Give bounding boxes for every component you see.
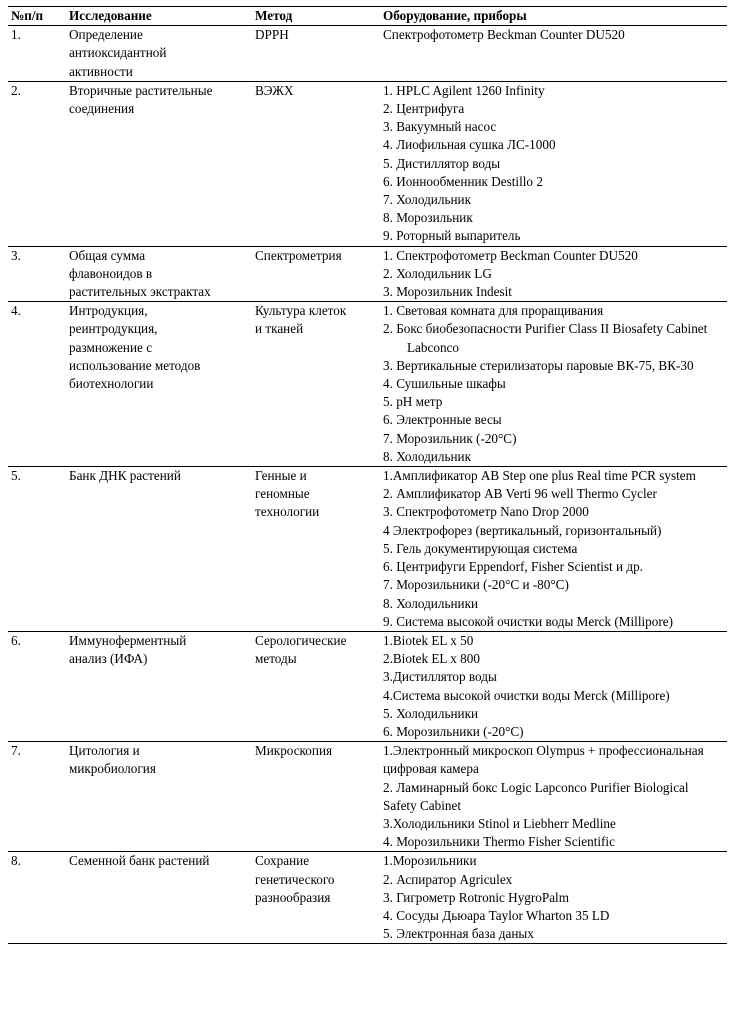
method-line: Микроскопия: [255, 743, 333, 759]
study-line: Банк ДНК растений: [69, 468, 181, 484]
equipment-item: 2. Аспиратор Agriculex: [383, 871, 513, 887]
table-header-row: [8, 7, 727, 26]
equipment-item: 1. HPLC Agilent 1260 Infinity: [383, 82, 545, 98]
equipment-item: 1.Морозильники: [383, 853, 477, 869]
equipment-item: 4 Электрофорез (вертикальный, горизонтальный): [383, 522, 662, 538]
study-line: растительных экстрактах: [69, 284, 211, 300]
study-line: активности: [69, 63, 133, 79]
equipment-item: 8. Морозильник: [383, 210, 473, 226]
equipment-item: 4.Система высокой очистки воды Merck (Millipore): [383, 687, 670, 703]
row-number: 8.: [8, 852, 66, 944]
equipment-item: 2. Амплификатор AB Verti 96 well Thermo Cycler: [383, 486, 657, 502]
study-line: реинтродукция,: [69, 321, 158, 337]
study-line: Вторичные растительные: [69, 82, 213, 98]
equipment-item: 6. Ионнообменник Destillo 2: [383, 173, 543, 189]
method-line: DPPH: [255, 27, 289, 43]
equipment-table: [8, 6, 727, 944]
equipment-item: 5. Холодильники: [383, 705, 479, 721]
method-line: ВЭЖХ: [255, 82, 294, 98]
equipment-cell: [380, 467, 727, 632]
equipment-item: 6. Центрифуги Eppendorf, Fisher Scientist и др.: [383, 559, 643, 575]
row-number: 3.: [8, 246, 66, 302]
equipment-item: 2. Ламинарный бокс Logic Lapconco Purifier Biological Safety Cabinet: [383, 779, 689, 813]
row-number: 6.: [8, 631, 66, 741]
equipment-item: 5. Электронная база даных: [383, 926, 534, 942]
study-line: Семенной банк растений: [69, 853, 210, 869]
study-line: антиоксидантной: [69, 45, 167, 61]
table-row: [8, 742, 727, 852]
header-num: №п/п: [8, 7, 66, 26]
row-number: 7.: [8, 742, 66, 852]
equipment-item: 1. Световая комната для проращивания: [383, 303, 604, 319]
row-number: 4.: [8, 302, 66, 467]
study-line: Определение: [69, 27, 143, 43]
equipment-item: 3.Дистиллятор воды: [383, 669, 497, 685]
equipment-item: 5. pH метр: [383, 394, 443, 410]
equipment-item: 2. Центрифуга: [383, 101, 465, 117]
equipment-item: 3. Вакуумный насос: [383, 119, 497, 135]
equipment-cell: [380, 631, 727, 741]
equipment-item: 9. Роторный выпаритель: [383, 228, 521, 244]
equipment-item: 1.Biotek EL x 50: [383, 632, 474, 648]
method-line: технологии: [255, 504, 320, 520]
method-line: генетического: [255, 871, 335, 887]
equipment-item: 3. Морозильник Indesit: [383, 284, 512, 300]
method-line: Сохрание: [255, 853, 310, 869]
equipment-item: 5. Дистиллятор воды: [383, 155, 501, 171]
study-cell: [66, 467, 252, 632]
study-cell: [66, 742, 252, 852]
equipment-item: 2.Biotek EL x 800: [383, 651, 480, 667]
method-cell: [252, 852, 380, 944]
equipment-item: 8. Холодильники: [383, 595, 479, 611]
equipment-item: 4. Лиофильная сушка ЛС-1000: [383, 137, 556, 153]
method-cell: [252, 742, 380, 852]
study-cell: [66, 852, 252, 944]
study-line: микробиология: [69, 761, 156, 777]
method-line: Серологические: [255, 632, 347, 648]
method-line: методы: [255, 651, 297, 667]
study-cell: [66, 631, 252, 741]
table-row: [8, 852, 727, 944]
equipment-item: 1.Электронный микроскоп Olympus + профессиональная цифровая камера: [383, 743, 704, 777]
method-cell: [252, 631, 380, 741]
equipment-cell: [380, 742, 727, 852]
equipment-item: 3. Вертикальные стерилизаторы паровые ВК-75, ВК-30: [383, 357, 694, 373]
table-row: [8, 26, 727, 82]
table-row: [8, 302, 727, 467]
method-line: и тканей: [255, 321, 304, 337]
equipment-item: Спектрофотометр Beckman Counter DU520: [383, 27, 625, 43]
study-line: Общая сумма: [69, 247, 146, 263]
table-row: [8, 467, 727, 632]
row-number: 5.: [8, 467, 66, 632]
study-line: Цитология и: [69, 743, 140, 759]
study-cell: [66, 302, 252, 467]
study-cell: [66, 26, 252, 82]
equipment-item: 7. Холодильник: [383, 192, 471, 208]
row-number: 2.: [8, 81, 66, 246]
study-line: соединения: [69, 101, 135, 117]
method-line: геномные: [255, 486, 310, 502]
table-row: [8, 246, 727, 302]
equipment-item: 5. Гель документирующая система: [383, 540, 578, 556]
study-line: Иммуноферментный: [69, 632, 187, 648]
equipment-item: 7. Морозильник (-20°С): [383, 430, 517, 446]
row-number: 1.: [8, 26, 66, 82]
study-cell: [66, 246, 252, 302]
equipment-item: 1. Спектрофотометр Beckman Counter DU520: [383, 247, 638, 263]
study-line: Интродукция,: [69, 303, 148, 319]
study-line: использование методов: [69, 357, 201, 373]
method-line: Культура клеток: [255, 303, 347, 319]
header-equipment: Оборудование, приборы: [380, 7, 727, 26]
equipment-item: 2. Холодильник LG: [383, 265, 492, 281]
method-cell: [252, 302, 380, 467]
table-row: [8, 631, 727, 741]
table-body: [8, 26, 727, 944]
equipment-item: 6. Морозильники (-20°С): [383, 723, 524, 739]
equipment-cell: [380, 81, 727, 246]
method-cell: [252, 26, 380, 82]
equipment-item: 2. Бокс биобезопасности Purifier Class II Biosafety Cabinet Labconco: [383, 321, 708, 355]
method-line: Генные и: [255, 468, 307, 484]
method-cell: [252, 467, 380, 632]
equipment-item: 6. Электронные весы: [383, 412, 502, 428]
equipment-item: 4. Морозильники Thermo Fisher Scientific: [383, 834, 615, 850]
method-line: Спектрометрия: [255, 247, 342, 263]
header-method: Метод: [252, 7, 380, 26]
equipment-item: 9. Система высокой очистки воды Merck (Millipore): [383, 613, 673, 629]
equipment-cell: [380, 302, 727, 467]
equipment-cell: [380, 26, 727, 82]
equipment-item: 4. Сушильные шкафы: [383, 376, 506, 392]
equipment-item: 3. Гигрометр Rotronic HygroPalm: [383, 889, 569, 905]
study-line: размножение с: [69, 339, 153, 355]
equipment-item: 1.Амплификатор AB Step one plus Real time PCR system: [383, 468, 696, 484]
document-page: [8, 6, 727, 944]
method-cell: [252, 246, 380, 302]
study-line: анализ (ИФА): [69, 651, 148, 667]
equipment-item: 7. Морозильники (-20°С и -80°С): [383, 577, 569, 593]
method-cell: [252, 81, 380, 246]
equipment-item: 8. Холодильник: [383, 448, 471, 464]
equipment-cell: [380, 852, 727, 944]
study-line: флавоноидов в: [69, 265, 153, 281]
equipment-cell: [380, 246, 727, 302]
header-study: Исследование: [66, 7, 252, 26]
method-line: разнообразия: [255, 889, 331, 905]
equipment-item: 4. Сосуды Дьюара Taylor Wharton 35 LD: [383, 907, 610, 923]
equipment-item: 3.Холодильники Stinol и Liebherr Medline: [383, 815, 616, 831]
study-cell: [66, 81, 252, 246]
table-row: [8, 81, 727, 246]
equipment-item: 3. Спектрофотометр Nano Drop 2000: [383, 504, 589, 520]
study-line: биотехнологии: [69, 376, 154, 392]
